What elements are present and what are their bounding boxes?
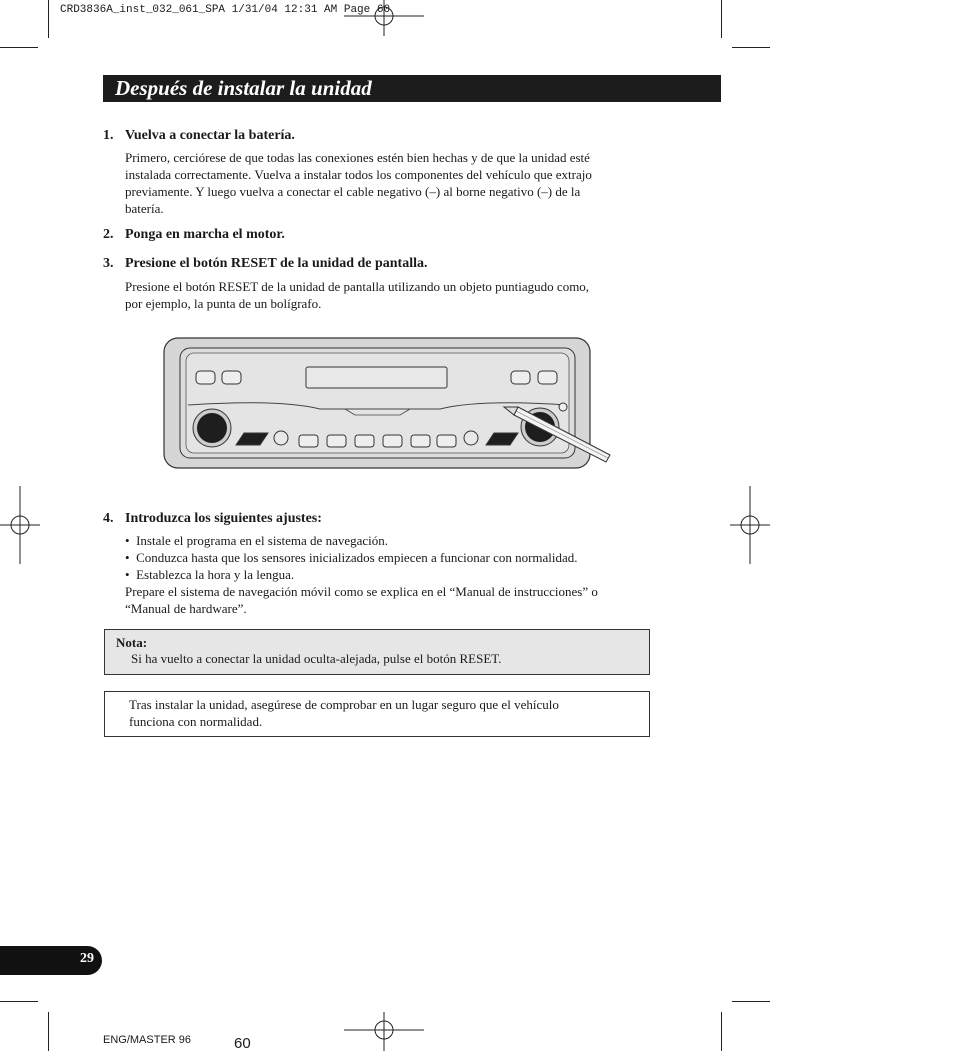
step-1-body — [125, 149, 592, 217]
small-round-button-left — [274, 431, 288, 445]
head-unit-illustration — [160, 335, 615, 471]
step-4-body — [125, 583, 598, 617]
registration-mark-top — [344, 0, 424, 40]
top-right-button-1 — [511, 371, 530, 384]
step-3-body — [125, 278, 589, 312]
text-line: Primero, cerciórese de que todas las conexiones estén bien hechas y de que la unidad esté — [125, 150, 590, 165]
preset-button-1 — [299, 435, 318, 447]
page-number-tab — [0, 946, 102, 975]
step-4-heading — [103, 511, 322, 527]
text-line: Prepare el sistema de navegación móvil como se explica en el “Manual de instrucciones” o — [125, 584, 598, 599]
info-box — [104, 691, 650, 737]
step-title: Ponga en marcha el motor. — [125, 227, 285, 242]
preset-button-5 — [411, 435, 430, 447]
footer-master-label: ENG/MASTER 96 — [103, 1034, 192, 1046]
list-item: • Instale el programa en el sistema de navegación. — [125, 533, 389, 548]
bullet-text: Conduzca hasta que los sensores inicializados empiecen a funcionar con normalidad. — [136, 550, 578, 565]
step-number: 2. — [103, 227, 114, 242]
bullet-text: Establezca la hora y la lengua. — [136, 567, 295, 582]
small-round-button-right — [464, 431, 478, 445]
print-slug: CRD3836A_inst_032_061_SPA 1/31/04 12:31 AM Page 60 — [60, 4, 391, 16]
step-title: Introduzca los siguientes ajustes: — [125, 511, 322, 526]
preset-button-2 — [327, 435, 346, 447]
list-item: • Conduzca hasta que los sensores inicializados empiecen a funcionar con normalidad. — [125, 550, 578, 565]
step-2-heading — [103, 227, 285, 243]
page-title: Después de instalar la unidad — [115, 76, 372, 100]
top-left-button-2 — [222, 371, 241, 384]
step-1-heading — [103, 128, 295, 144]
step-title: Presione el botón RESET de la unidad de pantalla. — [125, 256, 428, 271]
registration-mark-left — [0, 486, 40, 564]
reset-button — [559, 403, 567, 411]
footer-page-number: 60 — [234, 1035, 251, 1052]
text-line: instalada correctamente. Vuelva a instalar todos los componentes del vehículo que extrajo — [125, 167, 592, 182]
info-text — [129, 696, 629, 730]
display-window — [306, 367, 447, 388]
page-tab-number: 29 — [80, 951, 94, 966]
preset-button-3 — [355, 435, 374, 447]
registration-mark-right — [730, 486, 770, 564]
step-number: 4. — [103, 511, 114, 526]
preset-button-6 — [437, 435, 456, 447]
bullet-text: Instale el programa en el sistema de navegación. — [136, 533, 389, 548]
text-line: Tras instalar la unidad, asegúrese de comprobar en un lugar seguro que el vehículo — [129, 697, 559, 712]
text-line: funciona con normalidad. — [129, 714, 263, 729]
step-3-heading — [103, 256, 428, 272]
preset-button-4 — [383, 435, 402, 447]
step-number: 1. — [103, 128, 114, 143]
note-text: Si ha vuelto a conectar la unidad oculta-alejada, pulse el botón RESET. — [131, 651, 502, 666]
text-line: previamente. Y luego vuelva a conectar el cable negativo (–) al borne negativo (–) de la — [125, 184, 581, 199]
text-line: “Manual de hardware”. — [125, 601, 247, 616]
registration-mark-bottom — [344, 1010, 424, 1051]
note-box — [104, 629, 650, 675]
text-line: batería. — [125, 201, 164, 216]
step-number: 3. — [103, 256, 114, 271]
note-label: Nota: — [116, 635, 148, 650]
text-line: por ejemplo, la punta de un bolígrafo. — [125, 296, 322, 311]
list-item: • Establezca la hora y la lengua. — [125, 567, 295, 582]
section-title-bar — [103, 75, 721, 102]
step-4-bullets — [125, 532, 578, 583]
top-left-button-1 — [196, 371, 215, 384]
top-right-button-2 — [538, 371, 557, 384]
text-line: Presione el botón RESET de la unidad de pantalla utilizando un objeto puntiagudo como, — [125, 279, 590, 294]
step-title: Vuelva a conectar la batería. — [125, 128, 295, 143]
